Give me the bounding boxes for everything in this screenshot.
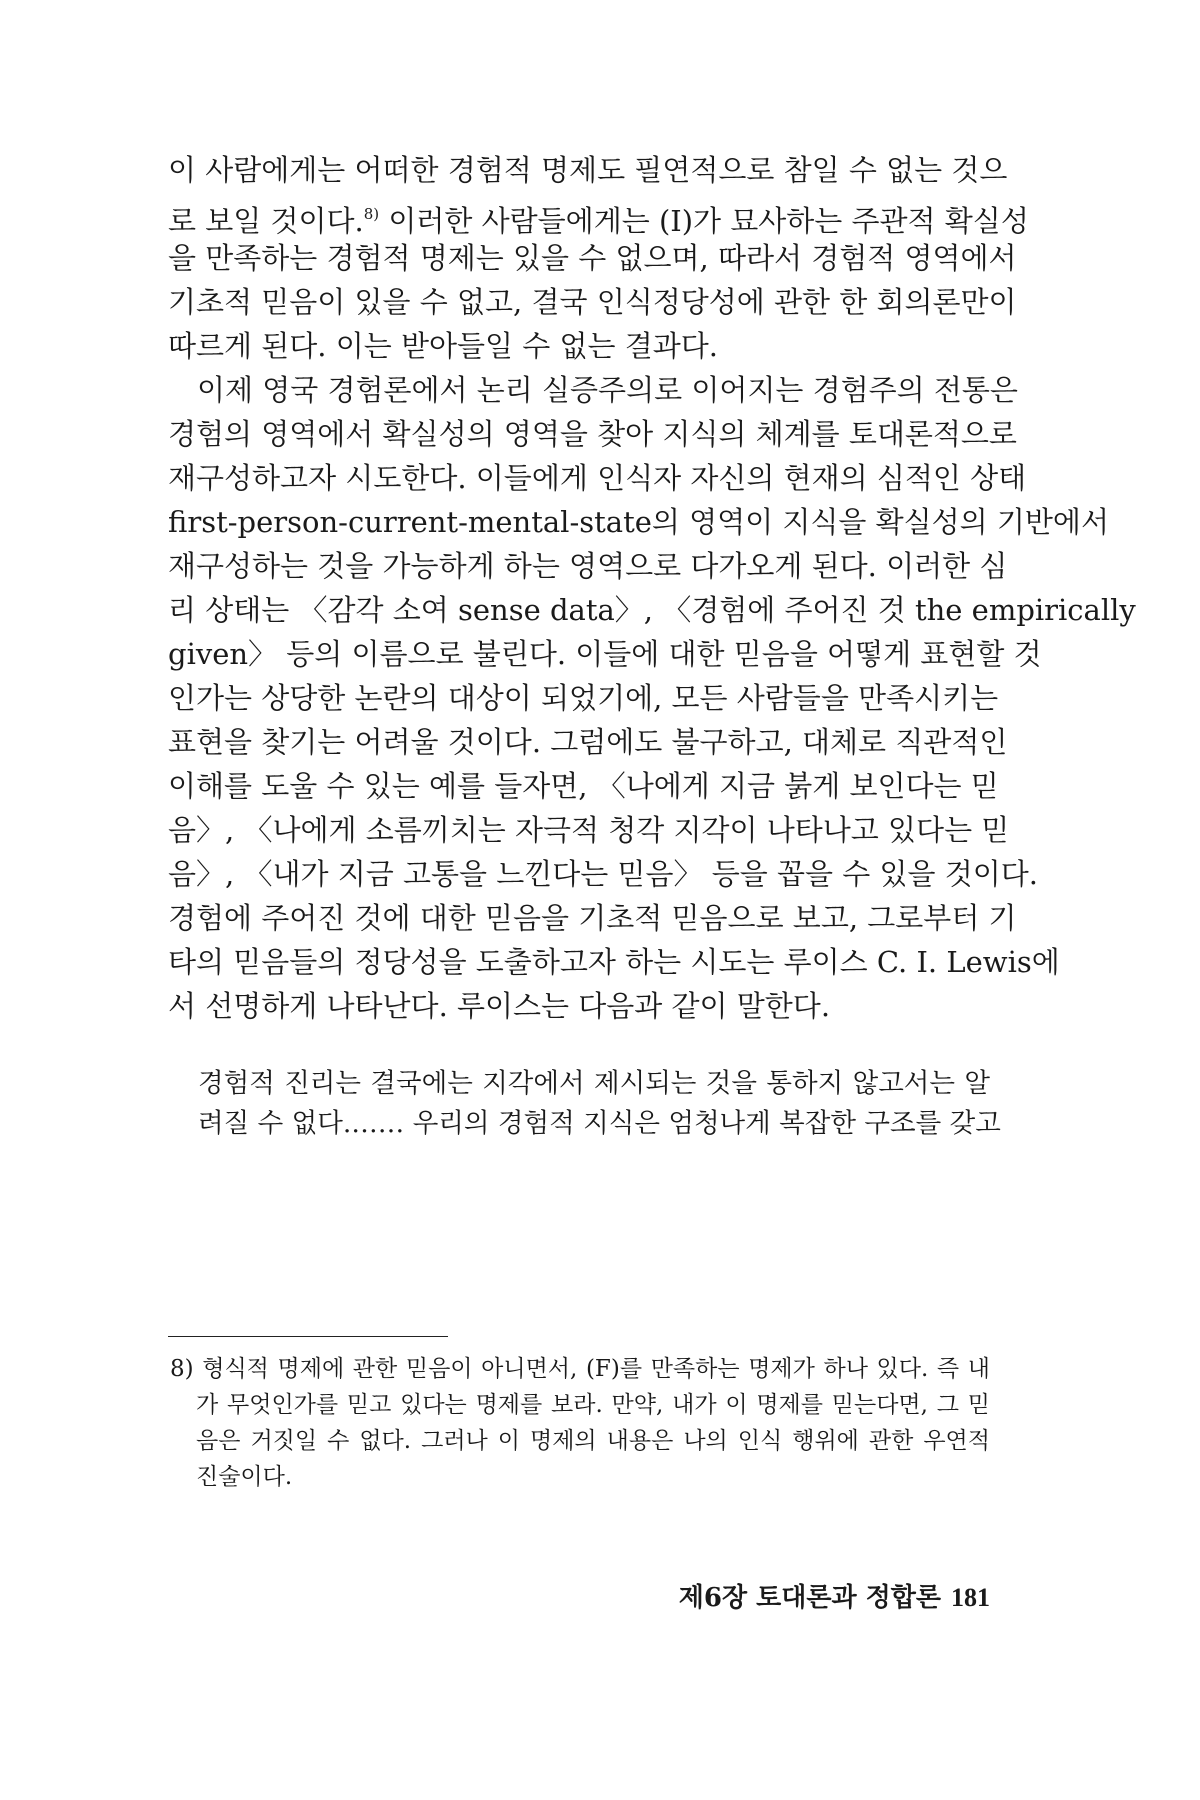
body-line-10: 재구성하는 것을 가능하게 하는 영역으로 다가오게 된다. 이러한 심 xyxy=(168,549,1008,583)
quote-line-1: 경험적 진리는 결국에는 지각에서 제시되는 것을 통하지 않고서는 알 xyxy=(198,1068,990,1099)
body-line-2-rest: 이러한 사람들에게는 (I)가 묘사하는 주관적 확실성 xyxy=(388,204,1029,238)
body-line-18: 경험에 주어진 것에 대한 믿음을 기초적 믿음으로 보고, 그로부터 기 xyxy=(168,901,1017,935)
footnote-reference: 8) xyxy=(363,205,380,223)
body-line-17: 음〉, 〈내가 지금 고통을 느낀다는 믿음〉 등을 꼽을 수 있을 것이다. xyxy=(168,857,1038,891)
body-line-9: first-person-current-mental-state의 영역이 지식을 확실성의 기반에서 xyxy=(168,505,1109,539)
body-line-1: 이 사람에게는 어떠한 경험적 명제도 필연적으로 참일 수 없는 것으 xyxy=(168,153,1008,187)
quote-line-2: 려질 수 없다.…… 우리의 경험적 지식은 엄청나게 복잡한 구조를 갖고 xyxy=(198,1108,1001,1139)
body-line-8: 재구성하고자 시도한다. 이들에게 인식자 자신의 현재의 심적인 상태 xyxy=(168,461,1027,495)
chapter-title: 제6장 토대론과 정합론 xyxy=(678,1583,941,1613)
footnote-line-4: 진술이다. xyxy=(196,1464,293,1490)
footnote-divider xyxy=(168,1336,448,1337)
body-line-4: 기초적 믿음이 있을 수 없고, 결국 인식정당성에 관한 한 회의론만이 xyxy=(168,285,1017,319)
page-number: 181 xyxy=(951,1583,990,1612)
body-line-16: 음〉, 〈나에게 소름끼치는 자극적 청각 지각이 나타나고 있다는 믿 xyxy=(168,813,1010,847)
body-line-3: 을 만족하는 경험적 명제는 있을 수 없으며, 따라서 경험적 영역에서 xyxy=(168,241,1017,275)
body-line-14: 표현을 찾기는 어려울 것이다. 그럼에도 불구하고, 대체로 직관적인 xyxy=(168,725,1008,759)
footnote-line-1: 8) 형식적 명제에 관한 믿음이 아니면서, (F)를 만족하는 명제가 하나 있다. 즉 내 xyxy=(170,1356,990,1382)
body-line-15: 이해를 도울 수 있는 예를 들자면, 〈나에게 지금 붉게 보인다는 믿 xyxy=(168,769,999,803)
body-line-13: 인가는 상당한 논란의 대상이 되었기에, 모든 사람들을 만족시키는 xyxy=(168,681,999,715)
body-line-20: 서 선명하게 나타난다. 루이스는 다음과 같이 말한다. xyxy=(168,989,831,1023)
body-line-12: given〉 등의 이름으로 불린다. 이들에 대한 믿음을 어떻게 표현할 것 xyxy=(168,637,1042,671)
body-line-5: 따르게 된다. 이는 받아들일 수 없는 결과다. xyxy=(168,329,718,363)
body-line-2 xyxy=(168,194,1029,238)
footnote-line-2: 가 무엇인가를 믿고 있다는 명제를 보라. 만약, 내가 이 명제를 믿는다면, 그 믿 xyxy=(196,1392,990,1418)
body-line-6: 이제 영국 경험론에서 논리 실증주의로 이어지는 경험주의 전통은 xyxy=(197,373,1018,407)
body-line-11: 리 상태는 〈감각 소여 sense data〉, 〈경험에 주어진 것 the empirically xyxy=(168,593,1136,627)
body-line-2-prefix: 로 보일 것이다. xyxy=(168,204,364,238)
body-line-7: 경험의 영역에서 확실성의 영역을 찾아 지식의 체계를 토대론적으로 xyxy=(168,417,1017,451)
footnote-line-3: 음은 거짓일 수 없다. 그러나 이 명제의 내용은 나의 인식 행위에 관한 우연적 xyxy=(196,1428,990,1454)
body-line-19: 타의 믿음들의 정당성을 도출하고자 하는 시도는 루이스 C. I. Lewis에 xyxy=(168,945,1060,979)
running-footer xyxy=(672,1580,990,1616)
